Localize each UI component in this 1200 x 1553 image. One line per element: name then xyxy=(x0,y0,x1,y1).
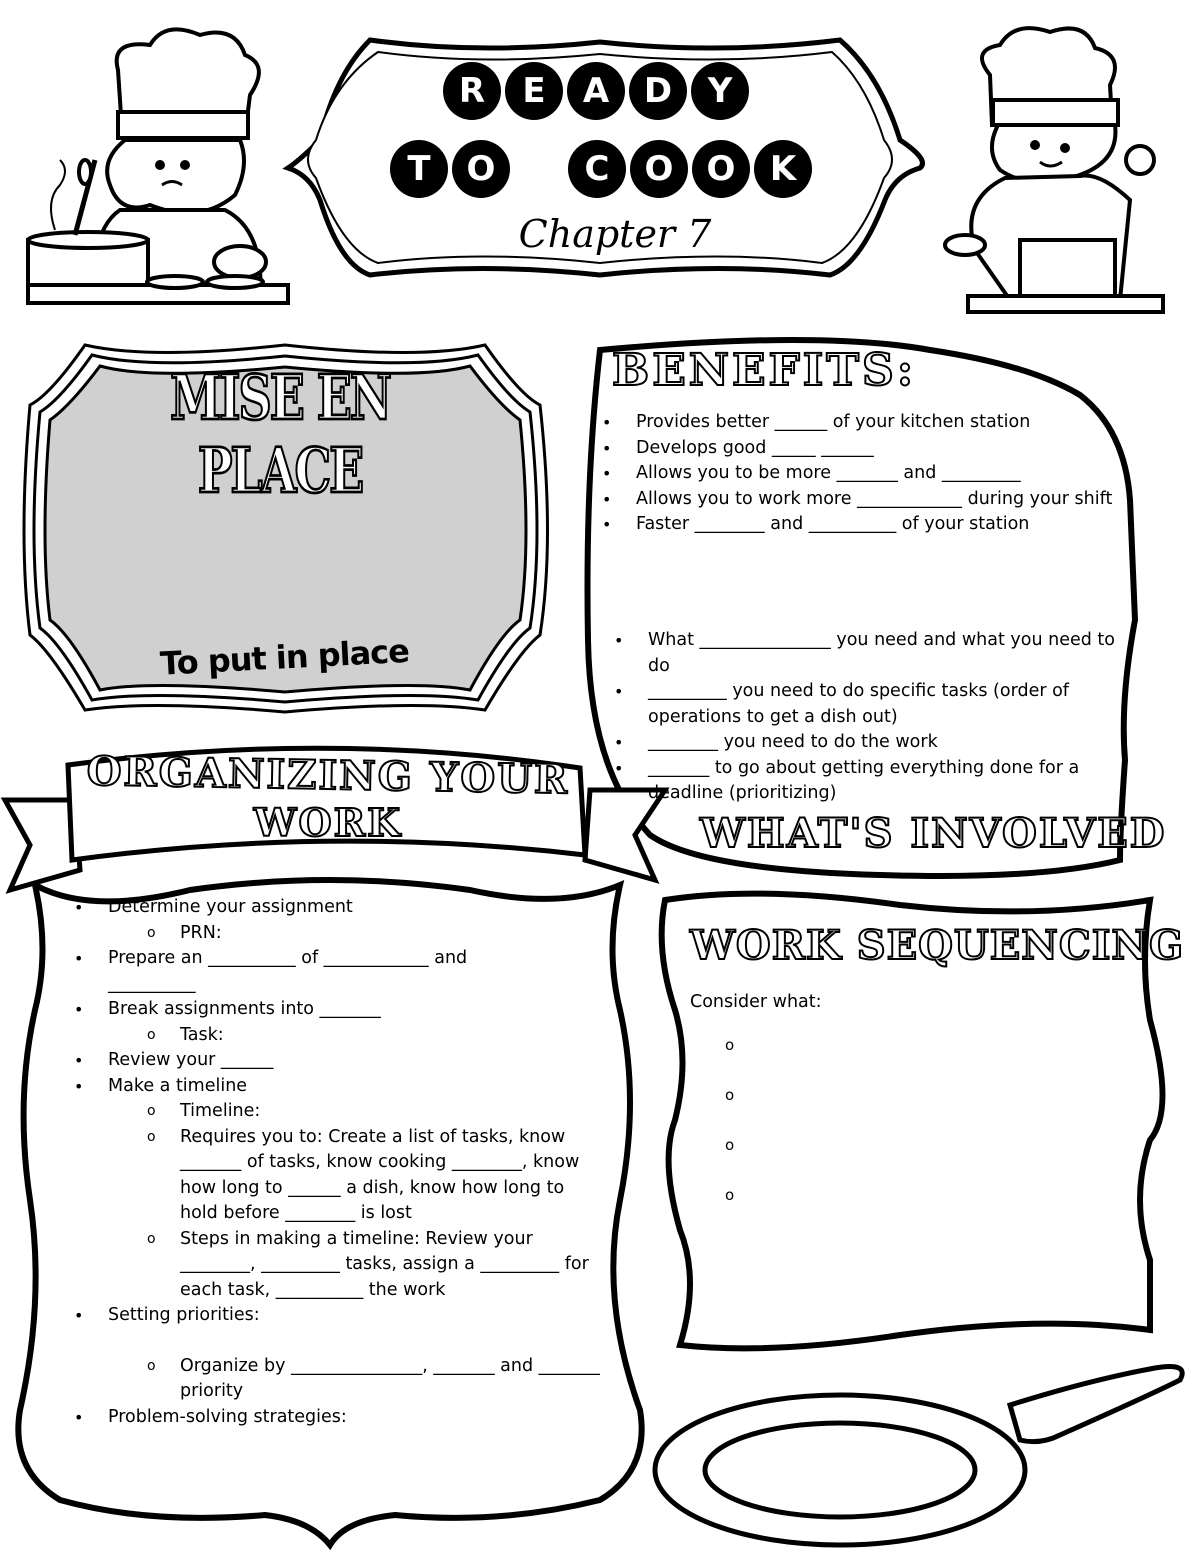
list-item: o Timeline: xyxy=(180,1099,600,1125)
organizing-title-line1: ORGANIZING YOUR xyxy=(86,747,570,804)
list-item: o xyxy=(725,1036,735,1054)
list-item: __________ xyxy=(108,973,196,994)
list-item: • Prepare an __________ of ____________ and xyxy=(108,946,608,972)
list-item: • Review your ______ xyxy=(108,1048,608,1074)
list-item: • Develops good _____ ______ xyxy=(636,436,1116,462)
list-item: • Allows you to be more _______ and _________ xyxy=(636,461,1116,487)
title-letter: T xyxy=(390,140,448,198)
title-letter: D xyxy=(629,62,687,120)
list-item: • ________ you need to do the work xyxy=(648,730,1126,756)
list-item: o Task: xyxy=(180,1023,608,1049)
benefits-title: BENEFITS: xyxy=(612,345,917,396)
list-item: • Setting priorities: xyxy=(108,1303,608,1329)
list-item: o Organize by _______________, _______ and _______ priority xyxy=(180,1354,600,1405)
organizing-title-line2: WORK xyxy=(253,800,403,845)
title-line-2a xyxy=(390,140,510,198)
list-item: • Provides better ______ of your kitchen station xyxy=(636,410,1116,436)
chapter-label: Chapter 7 xyxy=(518,212,712,256)
sequencing-title: WORK SEQUENCING xyxy=(690,922,1185,969)
sequencing-consider: Consider what: xyxy=(690,992,822,1012)
list-item: • Allows you to work more ____________ during your shift xyxy=(636,487,1116,513)
list-item: o xyxy=(725,1086,735,1104)
title-line-2b xyxy=(568,140,812,198)
title-letter: O xyxy=(692,140,750,198)
list-item: • Faster ________ and __________ of your station xyxy=(636,512,1116,538)
sequencing-list xyxy=(725,1036,734,1236)
list-item: • Problem-solving strategies: xyxy=(108,1405,608,1431)
title-line-1 xyxy=(443,62,749,120)
list-item: o Steps in making a timeline: Review your ________, _________ tasks, assign a _________ for each task, __________ the work xyxy=(180,1227,600,1304)
title-letter: Y xyxy=(691,62,749,120)
involved-list xyxy=(648,628,1126,807)
organizing-list xyxy=(108,895,608,1430)
list-item: o xyxy=(725,1136,735,1154)
involved-title: WHAT'S INVOLVED xyxy=(700,810,1167,857)
list-item: o PRN: xyxy=(180,921,608,947)
title-letter: A xyxy=(567,62,625,120)
list-item: o xyxy=(725,1186,735,1204)
title-letter: E xyxy=(505,62,563,120)
title-letter: O xyxy=(452,140,510,198)
chef-right-illustration xyxy=(945,28,1163,312)
title-letter: K xyxy=(754,140,812,198)
list-item: • Make a timeline xyxy=(108,1074,608,1100)
list-item: o Requires you to: Create a list of tasks, know _______ of tasks, know cooking ________, know how long to ______ a dish, know how long to hold before ________ is lost xyxy=(180,1125,600,1227)
frying-pan-illustration xyxy=(655,1367,1182,1546)
mise-subtitle: To put in place xyxy=(159,631,410,683)
list-item: • _______ to go about getting everything done for a deadline (prioritizing) xyxy=(648,756,1126,807)
list-item: • Break assignments into _______ xyxy=(108,997,608,1023)
list-item: • Determine your assignment xyxy=(108,895,608,921)
mise-title: MISE EN PLACE xyxy=(170,361,390,507)
list-item: • What _______________ you need and what you need to do xyxy=(648,628,1126,679)
title-letter: O xyxy=(630,140,688,198)
chef-left-illustration xyxy=(28,29,288,303)
list-item: • _________ you need to do specific tasks (order of operations to get a dish out) xyxy=(648,679,1126,730)
benefits-list xyxy=(636,410,1116,538)
title-letter: C xyxy=(568,140,626,198)
title-letter: R xyxy=(443,62,501,120)
